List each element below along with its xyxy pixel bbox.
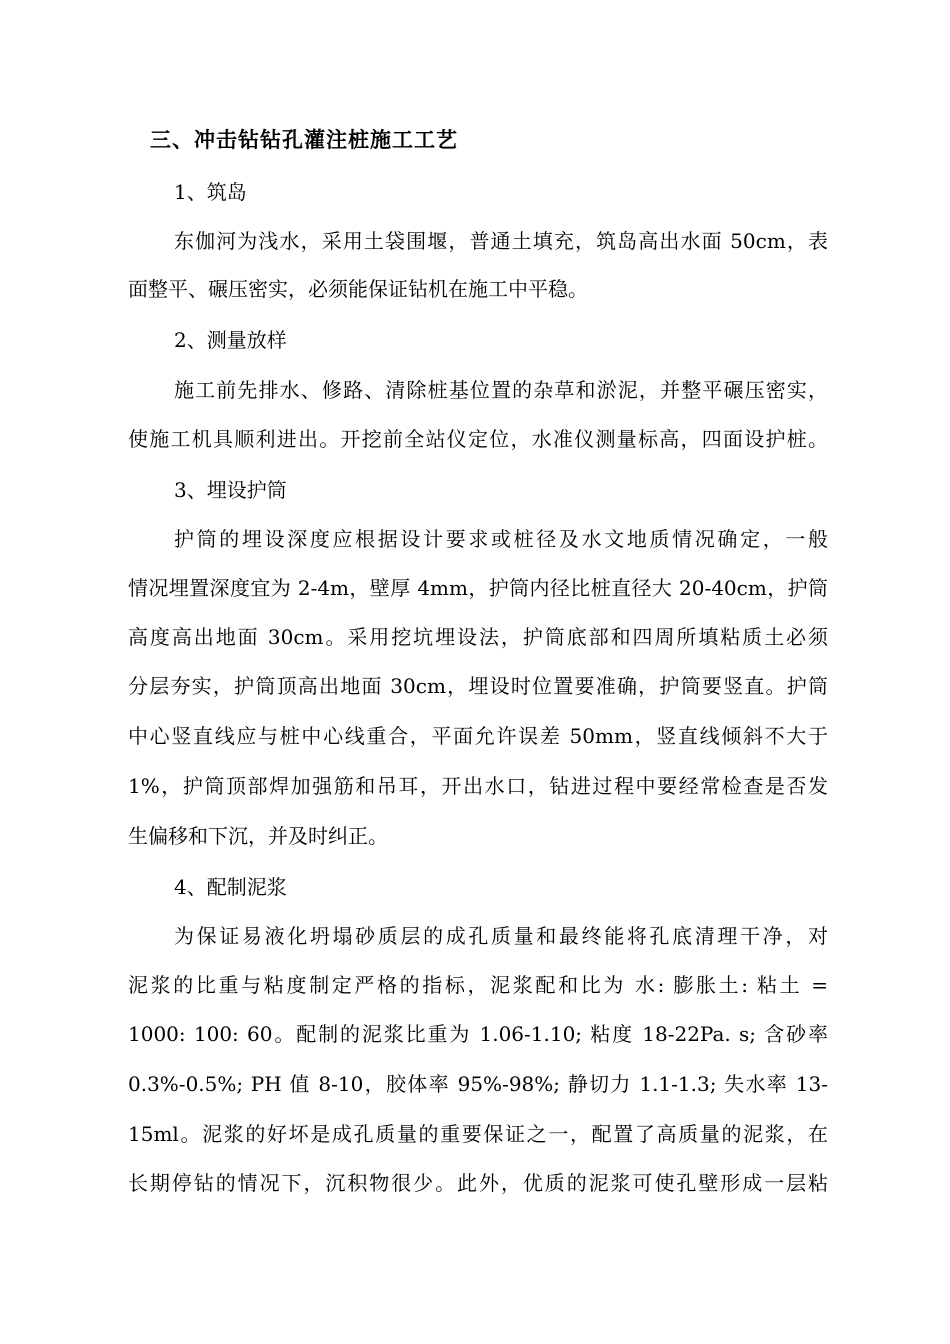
paragraph-line: 护筒的埋设深度应根据设计要求或桩径及水文地质情况确定，一般 [174, 527, 828, 551]
paragraph-line: 分层夯实，护筒顶高出地面 30cm，埋设时位置要准确，护筒要竖直。护筒 [128, 674, 828, 698]
paragraph-line: 施工前先排水、修路、清除桩基位置的杂草和淤泥，并整平碾压密实， [174, 378, 828, 402]
paragraph-line: 使施工机具顺利进出。开挖前全站仪定位，水准仪测量标高，四面设护桩。 [128, 427, 828, 451]
paragraph-line: 15ml。泥浆的好坏是成孔质量的重要保证之一，配置了高质量的泥浆，在 [128, 1122, 828, 1146]
paragraph-line: 生偏移和下沉，并及时纠正。 [128, 824, 388, 848]
paragraph-line: 为保证易液化坍塌砂质层的成孔质量和最终能将孔底清理干净，对 [174, 924, 828, 948]
paragraph-line: 东伽河为浅水，采用土袋围堰，普通土填充，筑岛高出水面 50cm，表 [174, 229, 828, 253]
paragraph-line: 面整平、碾压密实，必须能保证钻机在施工中平稳。 [128, 277, 588, 301]
section-heading-3: 3、埋设护筒 [174, 478, 287, 502]
section-heading-2: 2、测量放样 [174, 328, 287, 352]
paragraph-line: 中心竖直线应与桩中心线重合，平面允许误差 50mm，竖直线倾斜不大于 [128, 724, 828, 748]
paragraph-line: 高度高出地面 30cm。采用挖坑埋设法，护筒底部和四周所填粘质土必须 [128, 625, 828, 649]
paragraph-line: 1%，护筒顶部焊加强筋和吊耳，开出水口，钻进过程中要经常检查是否发 [128, 774, 828, 798]
paragraph-line: 情况埋置深度宜为 2-4m，壁厚 4mm，护筒内径比桩直径大 20-40cm，护筒 [128, 576, 828, 600]
page-title: 三、冲击钻钻孔灌注桩施工工艺 [150, 127, 458, 152]
paragraph-line: 长期停钻的情况下，沉积物很少。此外，优质的泥浆可使孔壁形成一层粘 [128, 1171, 828, 1195]
section-heading-4: 4、配制泥浆 [174, 875, 287, 899]
paragraph-line: 1000: 100: 60。配制的泥浆比重为 1.06-1.10; 粘度 18-22Pa. s; 含砂率 [128, 1022, 828, 1046]
paragraph-line: 泥浆的比重与粘度制定严格的指标，泥浆配和比为 水: 膨胀土: 粘土 = [128, 973, 828, 997]
section-heading-1: 1、筑岛 [174, 180, 247, 204]
paragraph-line: 0.3%-0.5%; PH 值 8-10，胶体率 95%-98%; 静切力 1.1-1.3; 失水率 13- [128, 1072, 828, 1096]
